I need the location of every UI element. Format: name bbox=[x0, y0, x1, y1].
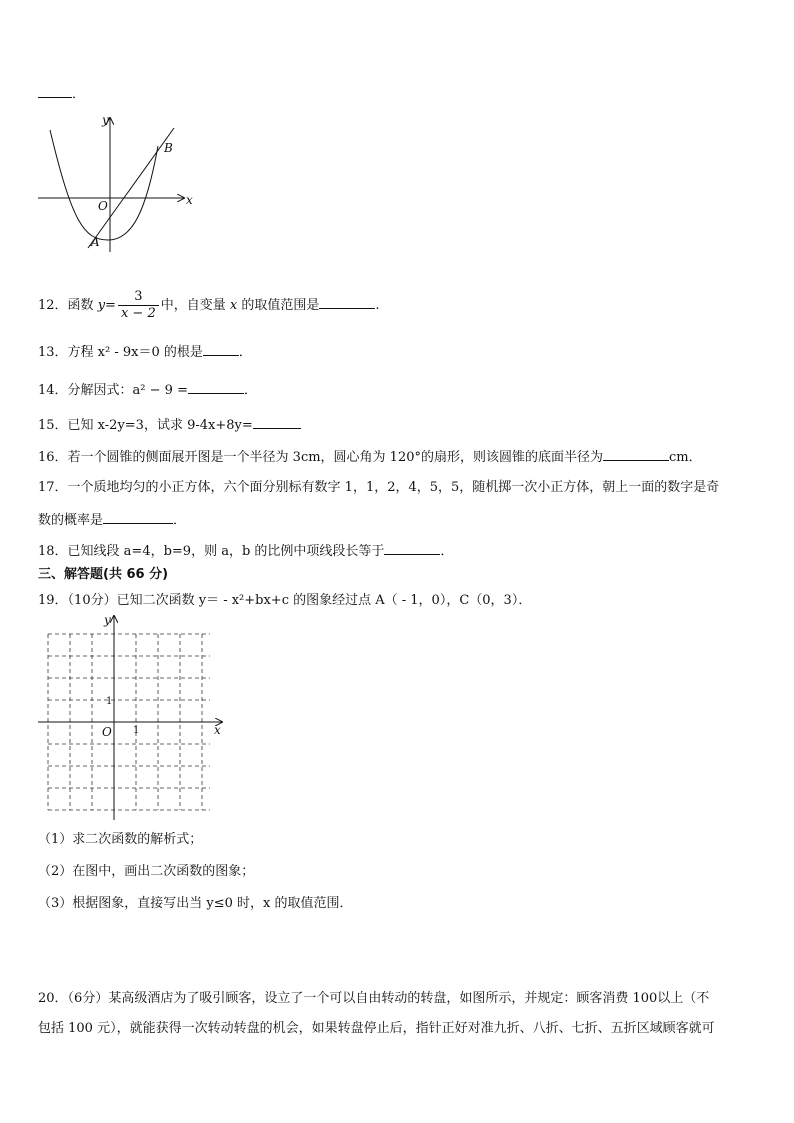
coordinate-grid bbox=[34, 612, 228, 822]
q19-sub2: （2）在图中，画出二次函数的图象； bbox=[38, 864, 255, 879]
q20-line2: 包括 100 元），就能获得一次转动转盘的机会，如果转盘停止后，指针正好对准九折、八折、七折、五折区域顾客就可 bbox=[38, 1021, 715, 1036]
grid-x-label: x bbox=[214, 723, 221, 737]
q18-end: ． bbox=[440, 544, 454, 559]
fraction-denominator: x − 2 bbox=[120, 306, 156, 321]
question-19-part-2 bbox=[38, 863, 254, 881]
answer-blank bbox=[319, 295, 375, 309]
point-a-label: A bbox=[91, 235, 100, 249]
grid-tick-1-x: 1 bbox=[133, 725, 140, 736]
q13-end: ． bbox=[238, 345, 252, 360]
q19-text: 19．（10分）已知二次函数 y＝ - x²+bx+c 的图象经过点 A（ - 1，0），C（0，3）． bbox=[38, 593, 532, 608]
grid-origin-label: O bbox=[102, 725, 112, 739]
q19-sub3: （3）根据图象，直接写出当 y≤0 时，x 的取值范围． bbox=[38, 896, 353, 911]
q19-sub1: （1）求二次函数的解析式； bbox=[38, 832, 203, 847]
q12-end: . bbox=[375, 298, 380, 313]
origin-label: O bbox=[98, 199, 108, 213]
parabola-line-figure bbox=[34, 112, 200, 258]
q17-end: ． bbox=[173, 513, 187, 528]
question-15 bbox=[38, 415, 301, 435]
q16-text: 16．若一个圆锥的侧面展开图是一个半径为 3cm，圆心角为 120°的扇形，则该圆锥的底面半径为 bbox=[38, 450, 603, 465]
q18-text: 18．已知线段 a=4，b=9，则 a，b 的比例中项线段长等于 bbox=[38, 544, 385, 559]
previous-answer-blank bbox=[38, 84, 85, 104]
answer-blank bbox=[203, 342, 239, 356]
question-18 bbox=[38, 541, 453, 561]
q14-end: ． bbox=[243, 383, 257, 398]
answer-blank bbox=[38, 84, 72, 98]
x-label: x bbox=[186, 193, 193, 207]
q16-end: cm． bbox=[669, 450, 702, 465]
q17-line1: 17．一个质地均匀的小正方体，六个面分别标有数字 1，1，2，4，5，5，随机掷一次小正方体，朝上一面的数字是奇 bbox=[38, 480, 720, 495]
question-13 bbox=[38, 342, 252, 362]
fraction bbox=[118, 289, 159, 322]
answer-blank bbox=[603, 447, 669, 461]
question-14 bbox=[38, 380, 257, 400]
question-20-line-2 bbox=[38, 1020, 715, 1038]
q14-text: 14．分解因式：a² − 9 = bbox=[38, 383, 188, 398]
answer-blank bbox=[253, 415, 301, 429]
q13-text: 13．方程 x² - 9x＝0 的根是 bbox=[38, 345, 203, 360]
question-20-line-1 bbox=[38, 990, 709, 1008]
fraction-numerator: 3 bbox=[118, 289, 159, 306]
grid-y-label: y bbox=[104, 613, 111, 627]
answer-blank bbox=[188, 380, 244, 394]
straight-line bbox=[88, 128, 174, 248]
question-19-part-3 bbox=[38, 895, 353, 913]
section-title: 三、解答题(共 66 分) bbox=[38, 567, 169, 582]
q15-text: 15．已知 x-2y=3，试求 9-4x+8y= bbox=[38, 418, 253, 433]
q12-x: x bbox=[229, 298, 238, 313]
y-label: y bbox=[102, 113, 109, 127]
question-17-line-2 bbox=[38, 510, 186, 530]
point-b-label: B bbox=[164, 141, 173, 155]
q12-tail: 的取值范围是 bbox=[241, 298, 320, 313]
answer-blank bbox=[384, 541, 440, 555]
question-17-line-1 bbox=[38, 479, 719, 497]
period: ． bbox=[72, 87, 86, 102]
question-19 bbox=[38, 592, 531, 610]
q12-mid: 中，自变量 bbox=[160, 298, 226, 313]
question-12 bbox=[38, 286, 380, 326]
q12-label: 12．函数 bbox=[38, 298, 94, 313]
q12-eq: = bbox=[105, 298, 116, 313]
q17-line2: 数的概率是 bbox=[38, 513, 104, 528]
q20-line1: 20．（6分）某高级酒店为了吸引顾客，设立了一个可以自由转动的转盘，如图所示，并规定：顾客消费 100以上（不 bbox=[38, 991, 710, 1006]
question-19-part-1 bbox=[38, 831, 202, 849]
parabola-curve bbox=[50, 130, 158, 240]
answer-blank bbox=[103, 510, 173, 524]
question-16 bbox=[38, 447, 702, 467]
q12-y: y bbox=[97, 298, 106, 313]
grid-tick-1-y: 1 bbox=[106, 696, 113, 707]
